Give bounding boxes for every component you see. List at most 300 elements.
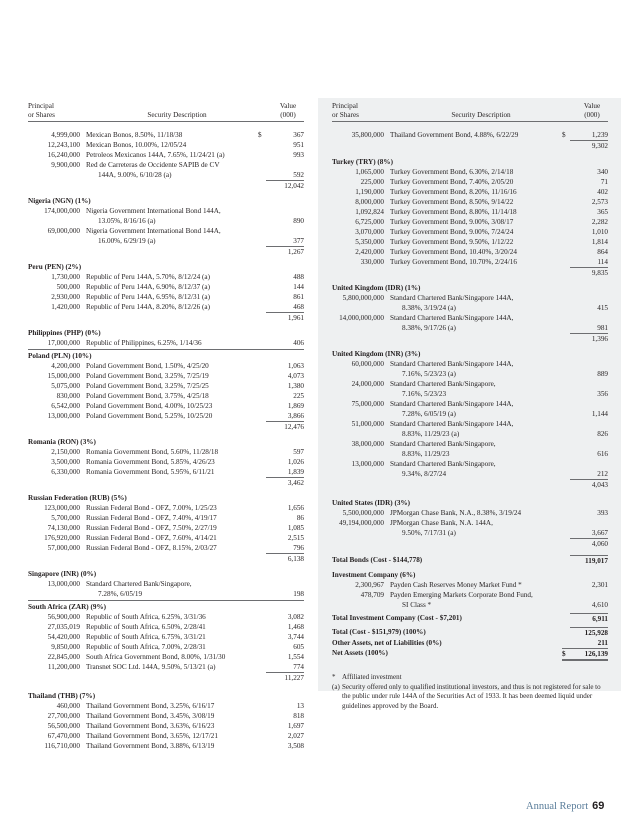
holding-row bbox=[332, 217, 608, 227]
holding-row bbox=[332, 508, 608, 518]
description-line: 9.50%, 7/17/31 (a) bbox=[402, 529, 456, 537]
holding-row bbox=[28, 447, 304, 457]
principal-amount: 174,000,000 bbox=[44, 207, 80, 215]
group-mexico bbox=[28, 130, 304, 180]
description-line: Thailand Government Bond, 4.88%, 6/22/29 bbox=[390, 131, 519, 139]
header-principal: Principal bbox=[28, 102, 54, 110]
principal-amount: 500,000 bbox=[56, 283, 80, 291]
holding-row bbox=[28, 642, 304, 652]
market-value: 1,144 bbox=[591, 410, 608, 418]
description-line: Russian Federal Bond - OFZ, 7.50%, 2/27/19 bbox=[86, 524, 217, 532]
description-line: Turkey Government Bond, 10.40%, 3/20/24 bbox=[390, 248, 517, 256]
holding-row bbox=[28, 523, 304, 533]
holding-row bbox=[332, 313, 608, 333]
total-investment-label: Total Investment Company (Cost - $7,201) bbox=[332, 614, 462, 622]
security-description bbox=[80, 622, 258, 632]
principal-amount: 6,725,000 bbox=[355, 218, 384, 226]
other-assets-row bbox=[332, 638, 608, 648]
security-description bbox=[384, 313, 562, 333]
holding-row bbox=[28, 731, 304, 741]
principal-amount: 9,850,000 bbox=[51, 643, 80, 651]
market-value: 1,656 bbox=[287, 504, 304, 512]
security-description bbox=[80, 543, 258, 553]
holding-row bbox=[332, 207, 608, 217]
holding-row bbox=[28, 701, 304, 711]
security-description bbox=[384, 518, 562, 538]
principal-amount: 460,000 bbox=[56, 702, 80, 710]
net-assets-row bbox=[332, 648, 608, 661]
holding-row bbox=[28, 711, 304, 721]
security-description bbox=[80, 457, 258, 467]
description-line: Poland Government Bond, 3.25%, 7/25/25 bbox=[86, 382, 209, 390]
principal-amount: 5,800,000,000 bbox=[342, 294, 384, 302]
principal-amount: 49,194,000,000 bbox=[339, 519, 384, 527]
section-heading: United Kingdom (INR) (3%) bbox=[332, 350, 421, 358]
description-line: 8.38%, 9/17/26 (a) bbox=[402, 324, 456, 332]
security-description bbox=[80, 642, 258, 652]
principal-amount: 12,243,100 bbox=[47, 141, 80, 149]
security-description bbox=[80, 226, 258, 246]
principal-amount: 27,700,000 bbox=[47, 712, 80, 720]
security-description bbox=[80, 338, 258, 348]
principal-amount: 6,542,000 bbox=[51, 402, 80, 410]
holding-row bbox=[28, 150, 304, 160]
net-assets-label: Net Assets (100%) bbox=[332, 649, 388, 657]
market-value: 951 bbox=[293, 141, 304, 149]
description-line: Payden Emerging Markets Corporate Bond Fund, bbox=[390, 591, 533, 599]
principal-amount: 75,000,000 bbox=[351, 400, 384, 408]
principal-amount: 5,700,000 bbox=[51, 514, 80, 522]
principal-amount: 5,500,000,000 bbox=[342, 509, 384, 517]
description-line: SI Class * bbox=[402, 601, 432, 609]
market-value: 4,073 bbox=[287, 372, 304, 380]
holding-row bbox=[332, 359, 608, 379]
market-value: 864 bbox=[597, 248, 608, 256]
description-line: Thailand Government Bond, 3.63%, 6/16/23 bbox=[86, 722, 215, 730]
security-description bbox=[384, 439, 562, 459]
holding-row bbox=[332, 459, 608, 479]
group-southafrica bbox=[28, 612, 304, 672]
currency-symbol: $ bbox=[258, 131, 262, 139]
holding-row bbox=[28, 741, 304, 751]
holding-row bbox=[28, 652, 304, 662]
security-description bbox=[384, 580, 562, 590]
security-description bbox=[80, 272, 258, 282]
security-description bbox=[384, 227, 562, 237]
holding-row bbox=[28, 391, 304, 401]
market-value: 1,697 bbox=[287, 722, 304, 730]
currency-symbol: $ bbox=[562, 650, 566, 658]
net-assets-value: 126,139 bbox=[584, 650, 608, 658]
security-description bbox=[80, 381, 258, 391]
principal-amount: 5,075,000 bbox=[51, 382, 80, 390]
market-value: 3,744 bbox=[287, 633, 304, 641]
description-line: 16.00%, 6/29/19 (a) bbox=[98, 237, 156, 245]
holding-row bbox=[332, 197, 608, 207]
principal-amount: 9,900,000 bbox=[51, 161, 80, 169]
security-description bbox=[384, 187, 562, 197]
security-description bbox=[384, 207, 562, 217]
description-line: Mexican Bonos, 8.50%, 11/18/38 bbox=[86, 131, 183, 139]
market-value: 393 bbox=[597, 509, 608, 517]
section-heading: Turkey (TRY) (8%) bbox=[332, 158, 393, 166]
header-description: Security Description bbox=[147, 111, 207, 119]
subtotal: 9,835 bbox=[332, 267, 608, 278]
market-value: 114 bbox=[597, 258, 608, 266]
total-bonds-row bbox=[332, 555, 608, 566]
holding-row bbox=[332, 590, 608, 610]
description-line: Republic of Philippines, 6.25%, 1/14/36 bbox=[86, 339, 202, 347]
holding-row bbox=[332, 187, 608, 197]
holding-row bbox=[332, 167, 608, 177]
description-line: Poland Government Bond, 4.00%, 10/25/23 bbox=[86, 402, 213, 410]
description-line: Nigeria Government International Bond 144A, bbox=[86, 227, 221, 235]
security-description bbox=[80, 503, 258, 513]
principal-amount: 2,300,967 bbox=[355, 581, 384, 589]
total-value: 125,928 bbox=[570, 627, 608, 638]
description-line: Romania Government Bond, 5.85%, 4/26/23 bbox=[86, 458, 215, 466]
security-description bbox=[80, 282, 258, 292]
market-value: 774 bbox=[293, 663, 304, 671]
description-line: Republic of Peru 144A, 8.20%, 8/12/26 (a) bbox=[86, 303, 210, 311]
section-heading: Nigeria (NGN) (1%) bbox=[28, 197, 91, 205]
description-line: Mexican Bonos, 10.00%, 12/05/24 bbox=[86, 141, 187, 149]
header-shares: or Shares bbox=[28, 111, 55, 119]
security-description bbox=[80, 632, 258, 642]
holding-row bbox=[28, 401, 304, 411]
description-line: Romania Government Bond, 5.95%, 6/11/21 bbox=[86, 468, 215, 476]
security-description bbox=[80, 401, 258, 411]
security-description bbox=[384, 590, 562, 610]
principal-amount: 35,800,000 bbox=[351, 131, 384, 139]
principal-amount: 1,190,000 bbox=[355, 188, 384, 196]
principal-amount: 4,999,000 bbox=[51, 131, 80, 139]
description-line: Turkey Government Bond, 6.30%, 2/14/18 bbox=[390, 168, 514, 176]
subtotal: 1,267 bbox=[28, 246, 304, 257]
group-romania bbox=[28, 447, 304, 477]
market-value: 1,869 bbox=[287, 402, 304, 410]
description-line: 7.28%, 6/05/19 bbox=[98, 590, 143, 598]
description-line: Turkey Government Bond, 9.00%, 7/24/24 bbox=[390, 228, 514, 236]
group-russia bbox=[28, 503, 304, 553]
group-investment-company bbox=[332, 580, 608, 610]
header-value-unit: (000) bbox=[280, 111, 296, 119]
market-value: 1,239 bbox=[591, 131, 608, 139]
security-description bbox=[384, 379, 562, 399]
principal-amount: 225,000 bbox=[360, 178, 384, 186]
holding-row bbox=[28, 292, 304, 302]
description-line: Republic of Peru 144A, 6.90%, 8/12/37 (a) bbox=[86, 283, 210, 291]
market-value: 1,026 bbox=[287, 458, 304, 466]
security-description bbox=[80, 579, 258, 599]
market-value: 1,010 bbox=[591, 228, 608, 236]
description-line: 9.34%, 8/27/24 bbox=[402, 470, 447, 478]
security-description bbox=[80, 741, 258, 751]
holding-row bbox=[28, 371, 304, 381]
principal-amount: 1,420,000 bbox=[51, 303, 80, 311]
holding-row bbox=[332, 439, 608, 459]
market-value: 3,508 bbox=[287, 742, 304, 750]
market-value: 406 bbox=[293, 339, 304, 347]
principal-amount: 13,000,000 bbox=[351, 460, 384, 468]
security-description bbox=[384, 419, 562, 439]
market-value: 605 bbox=[293, 643, 304, 651]
market-value: 2,573 bbox=[591, 198, 608, 206]
market-value: 86 bbox=[296, 514, 304, 522]
market-value: 1,814 bbox=[591, 238, 608, 246]
description-line: Russian Federal Bond - OFZ, 7.00%, 1/25/23 bbox=[86, 504, 217, 512]
group-philippines bbox=[28, 338, 304, 348]
market-value: 340 bbox=[597, 168, 608, 176]
holding-row bbox=[28, 467, 304, 477]
security-description bbox=[80, 533, 258, 543]
group-turkey bbox=[332, 167, 608, 267]
market-value: 1,554 bbox=[287, 653, 304, 661]
market-value: 13 bbox=[296, 702, 304, 710]
market-value: 592 bbox=[293, 171, 304, 179]
section-heading: Poland (PLN) (10%) bbox=[28, 349, 304, 361]
holding-row bbox=[28, 622, 304, 632]
holding-row bbox=[28, 160, 304, 180]
section-heading: Philippines (PHP) (0%) bbox=[28, 329, 101, 337]
description-line: Poland Government Bond, 3.25%, 7/25/19 bbox=[86, 372, 209, 380]
principal-amount: 38,000,000 bbox=[351, 440, 384, 448]
description-line: 7.16%, 5/23/23 (a) bbox=[402, 370, 456, 378]
principal-amount: 69,000,000 bbox=[47, 227, 80, 235]
market-value: 1,063 bbox=[287, 362, 304, 370]
holding-row bbox=[28, 721, 304, 731]
header-shares: or Shares bbox=[332, 111, 359, 119]
security-description bbox=[80, 411, 258, 421]
subtotal: 12,042 bbox=[28, 180, 304, 191]
security-description bbox=[80, 130, 258, 140]
header-value: Value bbox=[279, 102, 297, 110]
security-description bbox=[80, 652, 258, 662]
security-description bbox=[384, 217, 562, 227]
description-line: 8.83%, 11/29/23 (a) bbox=[402, 430, 460, 438]
security-description bbox=[80, 361, 258, 371]
market-value: 225 bbox=[293, 392, 304, 400]
header-value: Value bbox=[583, 102, 601, 110]
security-description bbox=[80, 731, 258, 741]
principal-amount: 15,000,000 bbox=[47, 372, 80, 380]
description-line: Turkey Government Bond, 9.50%, 1/12/22 bbox=[390, 238, 514, 246]
section-heading: United Kingdom (IDR) (1%) bbox=[332, 284, 421, 292]
group-poland bbox=[28, 361, 304, 421]
description-line: 144A, 9.00%, 6/10/28 (a) bbox=[98, 171, 172, 179]
security-description bbox=[384, 167, 562, 177]
description-line: Payden Cash Reserves Money Market Fund * bbox=[390, 581, 522, 589]
market-value: 2,301 bbox=[591, 581, 608, 589]
group-uk-inr bbox=[332, 359, 608, 479]
principal-amount: 22,845,000 bbox=[47, 653, 80, 661]
description-line: 7.16%, 5/23/23 bbox=[402, 390, 447, 398]
security-description bbox=[384, 247, 562, 257]
description-line: Russian Federal Bond - OFZ, 8.15%, 2/03/27 bbox=[86, 544, 217, 552]
security-description bbox=[80, 140, 258, 150]
security-description bbox=[384, 237, 562, 247]
page-footer bbox=[526, 800, 604, 812]
total-bonds-label: Total Bonds (Cost - $144,778) bbox=[332, 556, 423, 564]
holding-row bbox=[332, 237, 608, 247]
security-description bbox=[80, 711, 258, 721]
description-line: Red de Carreteras de Occidente SAPIB de CV bbox=[86, 161, 220, 169]
principal-amount: 60,000,000 bbox=[351, 360, 384, 368]
holding-row bbox=[28, 579, 304, 599]
holding-row bbox=[28, 302, 304, 312]
security-description bbox=[384, 359, 562, 379]
description-line: 8.83%, 11/29/23 bbox=[402, 450, 450, 458]
security-description bbox=[80, 467, 258, 477]
description-line: Turkey Government Bond, 8.80%, 11/14/18 bbox=[390, 208, 517, 216]
holding-row bbox=[332, 293, 608, 313]
description-line: Nigeria Government International Bond 144A, bbox=[86, 207, 221, 215]
market-value: 4,610 bbox=[591, 601, 608, 609]
holding-row bbox=[332, 257, 608, 267]
description-line: Petroleos Mexicanos 144A, 7.65%, 11/24/21 (a) bbox=[86, 151, 225, 159]
market-value: 890 bbox=[293, 217, 304, 225]
description-line: Republic of Peru 144A, 6.95%, 8/12/31 (a) bbox=[86, 293, 210, 301]
security-description bbox=[384, 130, 562, 140]
principal-amount: 1,065,000 bbox=[355, 168, 384, 176]
market-value: 415 bbox=[597, 304, 608, 312]
description-line: Turkey Government Bond, 10.70%, 2/24/16 bbox=[390, 258, 517, 266]
description-line: Republic of South Africa, 7.00%, 2/28/31 bbox=[86, 643, 206, 651]
market-value: 1,380 bbox=[287, 382, 304, 390]
market-value: 889 bbox=[597, 370, 608, 378]
description-line: Standard Chartered Bank/Singapore, bbox=[86, 580, 192, 588]
description-line: Standard Chartered Bank/Singapore 144A, bbox=[390, 400, 514, 408]
description-line: Turkey Government Bond, 8.20%, 11/16/16 bbox=[390, 188, 517, 196]
total-row bbox=[332, 627, 608, 638]
holding-row bbox=[28, 543, 304, 553]
security-description bbox=[384, 399, 562, 419]
subtotal: 1,961 bbox=[28, 312, 304, 323]
footnotes bbox=[332, 673, 608, 711]
holding-row bbox=[332, 518, 608, 538]
section-heading: Romania (RON) (3%) bbox=[28, 438, 96, 446]
market-value: 1,085 bbox=[287, 524, 304, 532]
security-description bbox=[80, 206, 258, 226]
description-line: Thailand Government Bond, 3.25%, 6/16/17 bbox=[86, 702, 215, 710]
security-description bbox=[80, 391, 258, 401]
subtotal: 4,043 bbox=[332, 479, 608, 490]
group-thailand-continued bbox=[332, 130, 608, 140]
principal-amount: 3,070,000 bbox=[355, 228, 384, 236]
description-line: Republic of South Africa, 6.25%, 3/31/36 bbox=[86, 613, 206, 621]
security-description bbox=[80, 292, 258, 302]
left-column bbox=[28, 102, 304, 751]
market-value: 468 bbox=[293, 303, 304, 311]
principal-amount: 11,200,000 bbox=[47, 663, 80, 671]
holding-row bbox=[28, 130, 304, 140]
principal-amount: 478,709 bbox=[360, 591, 384, 599]
holding-row bbox=[28, 338, 304, 348]
description-line: Russian Federal Bond - OFZ, 7.60%, 4/14/21 bbox=[86, 534, 217, 542]
description-line: Standard Chartered Bank/Singapore, bbox=[390, 380, 496, 388]
holding-row bbox=[332, 419, 608, 439]
principal-amount: 51,000,000 bbox=[351, 420, 384, 428]
description-line: Romania Government Bond, 5.60%, 11/28/18 bbox=[86, 448, 219, 456]
header-value-unit: (000) bbox=[584, 111, 600, 119]
principal-amount: 1,092,824 bbox=[355, 208, 384, 216]
section-heading: Peru (PEN) (2%) bbox=[28, 263, 82, 271]
subtotal: 6,138 bbox=[28, 553, 304, 564]
description-line: JPMorgan Chase Bank, N.A., 8.38%, 3/19/24 bbox=[390, 509, 522, 517]
subtotal: 12,476 bbox=[28, 421, 304, 432]
description-line: JPMorgan Chase Bank, N.A. 144A, bbox=[390, 519, 493, 527]
total-label: Total (Cost - $151,979) (100%) bbox=[332, 628, 426, 636]
description-line: Republic of South Africa, 6.50%, 2/28/41 bbox=[86, 623, 206, 631]
market-value: 796 bbox=[293, 544, 304, 552]
principal-amount: 330,000 bbox=[360, 258, 384, 266]
principal-amount: 24,000,000 bbox=[351, 380, 384, 388]
subtotal: 1,396 bbox=[332, 333, 608, 344]
holding-row bbox=[28, 632, 304, 642]
description-line: Standard Chartered Bank/Singapore, bbox=[390, 460, 496, 468]
holding-row bbox=[28, 533, 304, 543]
description-line: Thailand Government Bond, 3.88%, 6/13/19 bbox=[86, 742, 215, 750]
group-thailand bbox=[28, 701, 304, 751]
security-description bbox=[80, 612, 258, 622]
footnote-144a: (a) Security offered only to qualified institutional investors, and thus is not registered for sale to the public under rule 144A of the Securities Act of 1933. It has been deemed liquid under guidelines approved by the Board. bbox=[332, 682, 601, 710]
market-value: 981 bbox=[597, 324, 608, 332]
principal-amount: 2,930,000 bbox=[51, 293, 80, 301]
holding-row bbox=[332, 379, 608, 399]
description-line: Turkey Government Bond, 7.40%, 2/05/20 bbox=[390, 178, 514, 186]
description-line: Thailand Government Bond, 3.65%, 12/17/21 bbox=[86, 732, 218, 740]
security-description bbox=[384, 257, 562, 267]
security-description bbox=[80, 701, 258, 711]
principal-amount: 8,000,000 bbox=[355, 198, 384, 206]
market-value: 198 bbox=[293, 590, 304, 598]
holding-row bbox=[28, 662, 304, 672]
description-line: Thailand Government Bond, 3.45%, 3/08/19 bbox=[86, 712, 215, 720]
group-nigeria bbox=[28, 206, 304, 246]
principal-amount: 57,000,000 bbox=[47, 544, 80, 552]
group-singapore bbox=[28, 579, 304, 599]
subtotal: 11,227 bbox=[28, 672, 304, 683]
principal-amount: 4,200,000 bbox=[51, 362, 80, 370]
holding-row bbox=[332, 247, 608, 257]
holding-row bbox=[28, 140, 304, 150]
total-bonds-value: 119,017 bbox=[570, 555, 608, 566]
market-value: 367 bbox=[293, 131, 304, 139]
market-value: 356 bbox=[597, 390, 608, 398]
principal-amount: 67,470,000 bbox=[47, 732, 80, 740]
principal-amount: 3,500,000 bbox=[51, 458, 80, 466]
holding-row bbox=[28, 381, 304, 391]
description-line: Republic of South Africa, 6.75%, 3/31/21 bbox=[86, 633, 206, 641]
description-line: Poland Government Bond, 5.25%, 10/25/20 bbox=[86, 412, 213, 420]
total-investment-value: 6,911 bbox=[570, 613, 608, 624]
description-line: Poland Government Bond, 1.50%, 4/25/20 bbox=[86, 362, 209, 370]
security-description bbox=[384, 459, 562, 479]
market-value: 212 bbox=[597, 470, 608, 478]
security-description bbox=[80, 523, 258, 533]
description-line: Republic of Peru 144A, 5.70%, 8/12/24 (a) bbox=[86, 273, 210, 281]
header-description: Security Description bbox=[451, 111, 511, 119]
principal-amount: 123,000,000 bbox=[44, 504, 80, 512]
table-header bbox=[28, 102, 304, 122]
holding-row bbox=[28, 361, 304, 371]
subtotal: 9,302 bbox=[332, 140, 608, 151]
holding-row bbox=[332, 177, 608, 187]
other-assets-label: Other Assets, net of Liabilities (0%) bbox=[332, 639, 442, 647]
description-line: 8.38%, 3/19/24 (a) bbox=[402, 304, 456, 312]
group-peru bbox=[28, 272, 304, 312]
principal-amount: 13,000,000 bbox=[47, 412, 80, 420]
